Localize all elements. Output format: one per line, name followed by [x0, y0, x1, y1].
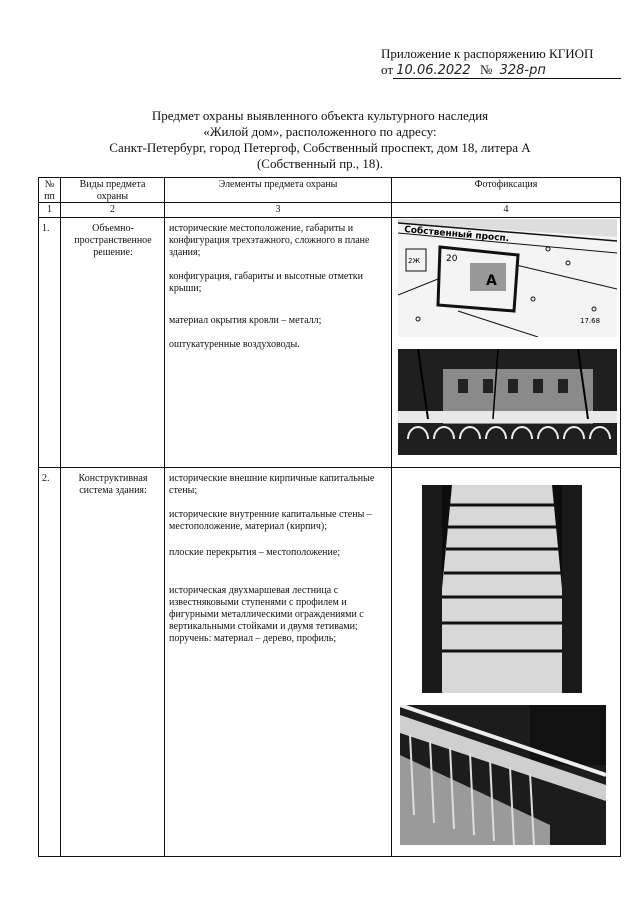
- header-number: № пп: [44, 179, 55, 202]
- annex-number-sign: №: [479, 62, 493, 77]
- header-kind: Виды предмета охраны: [79, 179, 146, 202]
- table-border-left: [38, 177, 39, 857]
- row2-elements: [169, 473, 387, 655]
- table-row-divider: [38, 467, 621, 468]
- header-elements: Элементы предмета охраны: [218, 179, 338, 190]
- staircase-photo-2-graphic: [400, 705, 606, 845]
- annex-number: 328-рп: [499, 63, 546, 78]
- title-line-2: «Жилой дом», расположенного по адресу:: [203, 124, 437, 139]
- row1-elements: [169, 223, 387, 361]
- row1-element-1: исторические местоположение, габариты и конфигурация трехэтажного, сложного в плане здания;: [169, 223, 370, 258]
- annex-date: 10.06.2022: [396, 63, 471, 78]
- annex-header: [381, 46, 621, 80]
- document-title: [90, 108, 550, 172]
- annex-underline: [393, 78, 621, 79]
- row2-element-3: плоские перекрытия – местоположение;: [169, 547, 341, 558]
- table-col-divider-2: [164, 177, 165, 857]
- annex-prefix: от: [381, 62, 394, 77]
- staircase-photo-1: [422, 485, 582, 693]
- row1-element-4: оштукатуренные воздуховоды.: [169, 339, 300, 350]
- table-border-bottom: [38, 856, 621, 857]
- row2-element-2: исторические внутренние капитальные стены – местоположение, материал (кирпич);: [169, 509, 372, 532]
- map-street-label: Собственный просп.: [403, 225, 510, 245]
- row1-kind: Объемно-пространственное решение:: [74, 223, 152, 258]
- staircase-photo-1-graphic: [422, 485, 582, 693]
- protection-table: [38, 177, 621, 857]
- row1-element-2: конфигурация, габариты и высотные отметки крыши;: [169, 271, 363, 294]
- col-number-4: 4: [503, 204, 509, 215]
- row1-number: 1.: [42, 223, 50, 234]
- table-number-divider: [38, 217, 621, 218]
- table-col-divider-1: [60, 177, 61, 857]
- table-border-right: [620, 177, 621, 857]
- site-plan-graphic: [398, 219, 617, 337]
- title-line-3: Санкт-Петербург, город Петергоф, Собственный проспект, дом 18, литера А: [109, 140, 531, 155]
- table-col-divider-3: [391, 177, 392, 857]
- map-lit-a: А: [486, 273, 497, 289]
- table-border-top: [38, 177, 621, 178]
- map-building-label: 2Ж: [408, 257, 420, 265]
- row2-element-4: историческая двухмаршевая лестница с известняковыми ступенями с профилем и фигурными металлическими ограждениями с вертикальными стойками и двумя тетивами; поручень: материал – дерево, профиль;: [169, 585, 364, 644]
- facade-photo-graphic: [398, 349, 617, 455]
- annex-line: Приложение к распоряжению КГИОП: [381, 46, 594, 61]
- col-number-3: 3: [275, 204, 281, 215]
- site-plan-map: [398, 219, 617, 337]
- staircase-photo-2: [400, 705, 606, 845]
- facade-photo: [398, 349, 617, 455]
- row1-element-3: материал окрытия кровли – металл;: [169, 315, 322, 326]
- header-photos: Фотофиксация: [474, 179, 538, 190]
- col-number-2: 2: [110, 204, 115, 215]
- annex-date-line: [381, 62, 621, 80]
- map-height-b: 17.68: [580, 317, 601, 325]
- title-line-1: Предмет охраны выявленного объекта культурного наследия: [151, 108, 489, 123]
- row2-element-1: исторические внешние кирпичные капитальные стены;: [169, 473, 375, 496]
- row2-kind: Конструктивная система здания:: [78, 473, 148, 496]
- row2-number: 2.: [42, 473, 50, 484]
- map-height-a: 20: [446, 254, 458, 264]
- col-number-1: 1: [47, 204, 52, 215]
- title-line-4: (Собственный пр., 18).: [256, 156, 384, 171]
